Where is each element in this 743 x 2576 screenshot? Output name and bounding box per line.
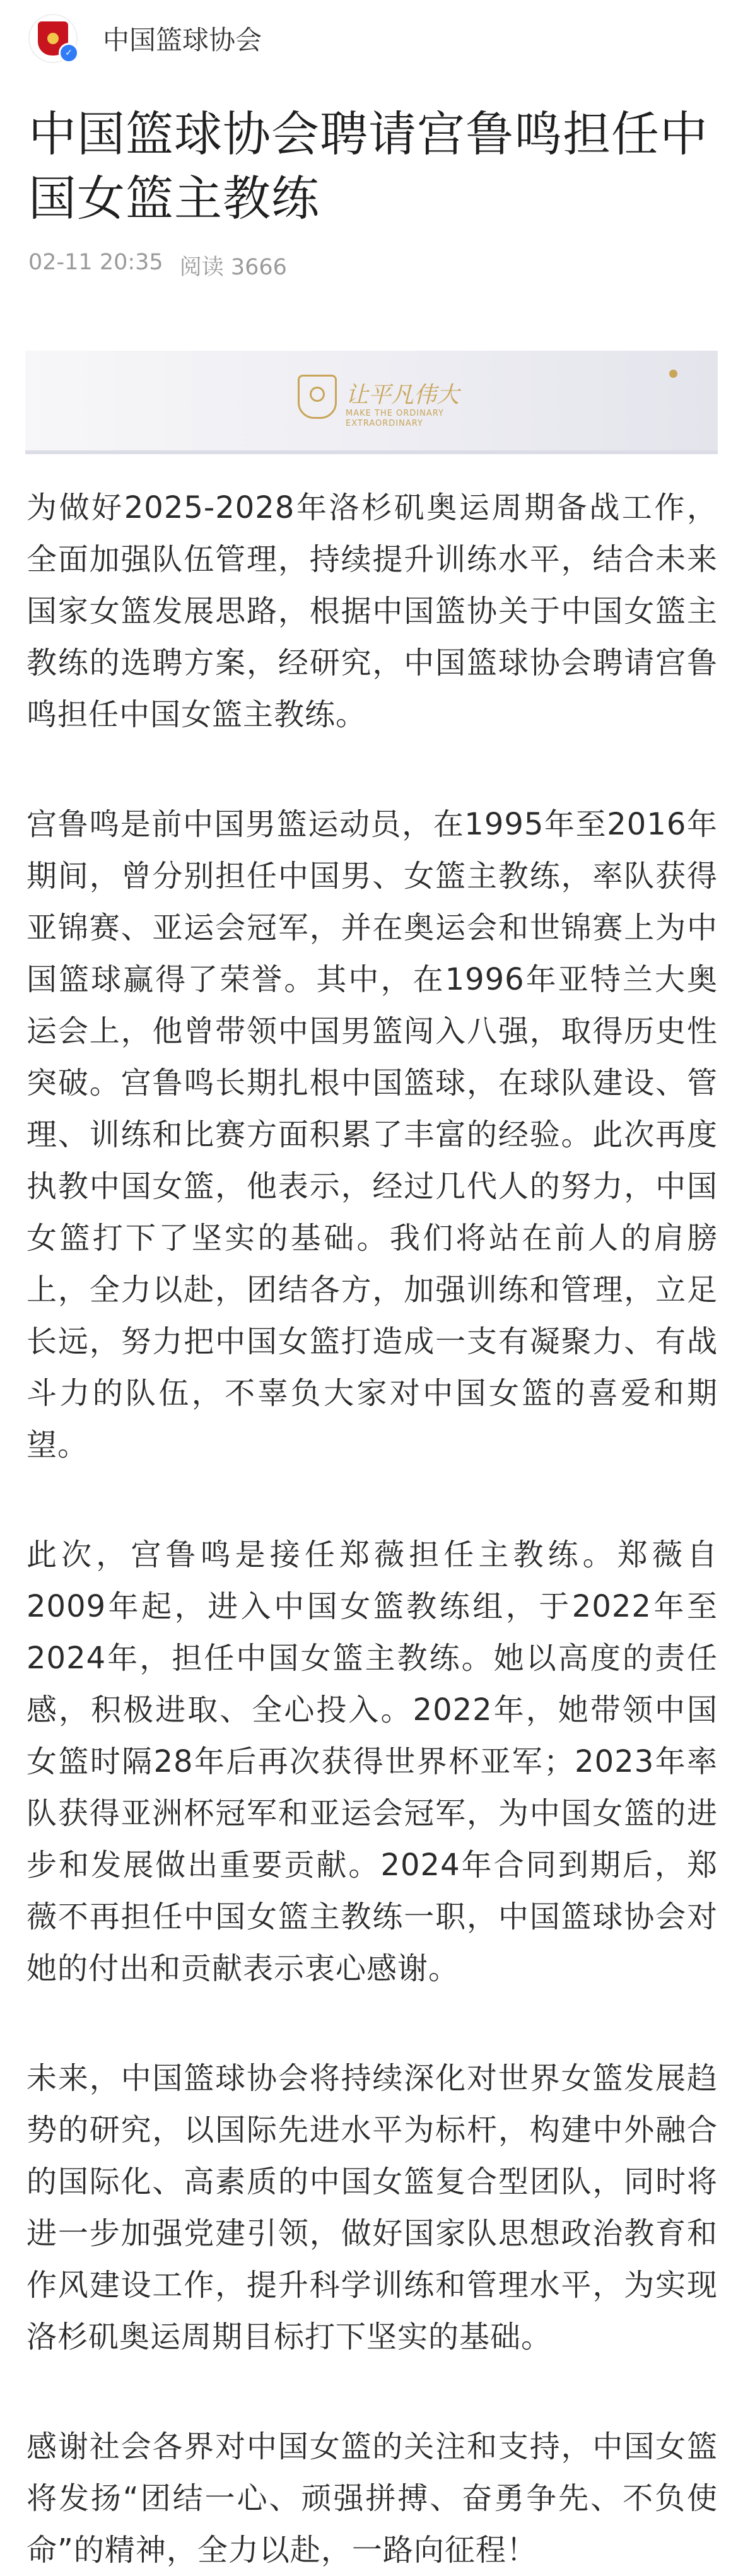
account-name[interactable]: 中国篮球协会: [103, 25, 262, 56]
banner-dot-icon: [669, 370, 677, 378]
publish-date: 02-11 20:35: [28, 250, 163, 275]
read-count: 阅读 3666: [179, 255, 287, 280]
article-paragraph: 感谢社会各界对中国女篮的关注和支持，中国女篮将发扬“团结一心、顽强拼搏、奋勇争先、不负使命”的精神，全力以赴，一路向征程！: [26, 2429, 718, 2568]
banner-slogan-en: MAKE THE ORDINARY EXTRAORDINARY: [346, 409, 444, 428]
article-paragraph: 宫鲁鸣是前中国男篮运动员，在1995年至2016年期间，曾分别担任中国男、女篮主教练，率队获得亚锦赛、亚运会冠军，并在奥运会和世锦赛上为中国篮球赢得了荣誉。其中，在1996年亚特兰大奥运会上，他曾带领中国男篮闯入八强，取得历史性突破。宫鲁鸣长期扎根中国篮球，在球队建设、管理、训练和比赛方面积累了丰富的经验。此次再度执教中国女篮，他表示，经过几代人的努力，中国女篮打下了坚实的基础。我们将站在前人的肩膀上，全力以赴，团结各方，加强训练和管理，立足长远，努力把中国女篮打造成一支有凝聚力、有战斗力的队伍，不辜负大家对中国女篮的喜爱和期望。: [26, 807, 718, 1463]
article-paragraph: 此次，宫鲁鸣是接任郑薇担任主教练。郑薇自2009年起，进入中国女篮教练组，于2022年至2024年，担任中国女篮主教练。她以高度的责任感，积极进取、全心投入。2022年，她带领中国女篮时隔28年后再次获得世界杯亚军；2023年率队获得亚洲杯冠军和亚运会冠军，为中国女篮的进步和发展做出重要贡献。2024年合同到期后，郑薇不再担任中国女篮主教练一职，中国篮球协会对她的付出和贡献表示衷心感谢。: [26, 1537, 718, 1986]
article-title: 中国篮球协会聘请宫鲁鸣担任中国女篮主教练: [28, 106, 708, 226]
article-meta: [0, 231, 743, 281]
article-paragraph: 未来，中国篮球协会将持续深化对世界女篮发展趋势的研究，以国际先进水平为标杆，构建中外融合的国际化、高素质的中国女篮复合型团队，同时将进一步加强党建引领，做好国家队思想政治教育和作风建设工作，提升科学训练和管理水平，为实现洛杉矶奥运周期目标打下坚实的基础。: [26, 2061, 718, 2355]
verified-check-icon: ✓: [59, 43, 79, 63]
banner-slogan: 让平凡伟大: [346, 382, 460, 408]
article-paragraph: 为做好2025-2028年洛杉矶奥运周期备战工作，全面加强队伍管理，持续提升训练水平，结合未来国家女篮发展思路，根据中国篮协关于中国女篮主教练的选聘方案，经研究，中国篮球协会聘请宫鲁鸣担任中国女篮主教练。: [26, 490, 718, 732]
account-header: [0, 0, 743, 77]
account-avatar[interactable]: [28, 14, 78, 63]
article-banner-image: [25, 351, 718, 454]
article-body: [0, 454, 743, 2576]
cba-emblem-icon: [298, 375, 337, 419]
